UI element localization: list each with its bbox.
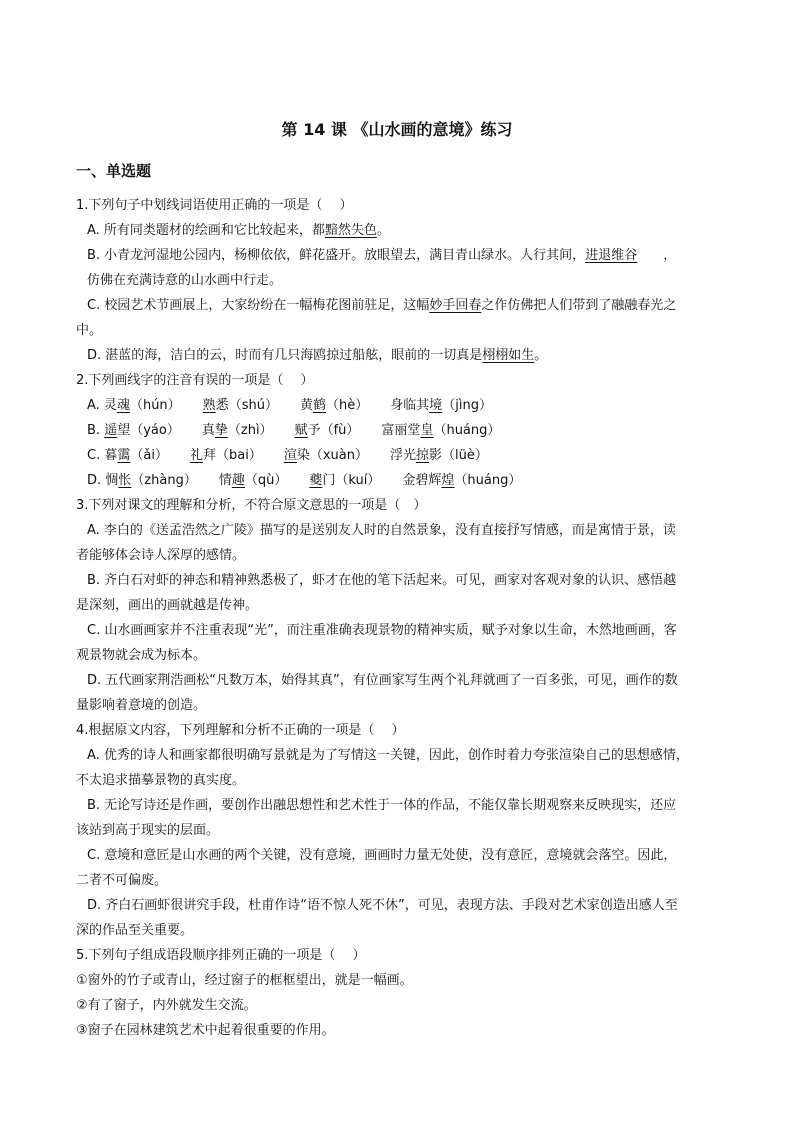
pinyin: （lüè） xyxy=(442,448,488,463)
option-text: 黄 xyxy=(299,398,313,413)
question-4-option-c: C. 意境和意匠是山水画的两个关键，没有意境，画画时力量无处使，没有意匠，意境就会落空。因此， xyxy=(87,848,677,863)
question-4-stem: 4.根据原文内容，下列理解和分析不正确的一项是（ ） xyxy=(76,723,405,738)
option-text: A. 灵 xyxy=(87,398,117,413)
option-text: 望 xyxy=(117,423,131,438)
question-1-option-b xyxy=(76,243,724,268)
underlined-char: 夔 xyxy=(309,473,323,488)
option-text: ， xyxy=(663,248,677,263)
pinyin: （shú） xyxy=(228,398,278,413)
question-5-sentence-3: ③窗子在园林建筑艺术中起着很重要的作用。 xyxy=(76,1023,335,1038)
question-4-option-d: D. 齐白石画虾很讲究手段，杜甫作诗“语不惊人死不休”，可见，表现方法、手段对艺术家创造出感人至 xyxy=(87,898,678,913)
question-2-option-a xyxy=(76,393,724,418)
pinyin: （huáng） xyxy=(454,473,522,488)
option-text: 浮光 xyxy=(390,448,417,463)
question-4-option-b: B. 无论写诗还是作画，要创作出融思想性和艺术性于一体的作品，不能仅靠长期观察来反映现实，还应 xyxy=(87,798,677,813)
option-text: 真 xyxy=(201,423,215,438)
underlined-char: 魂 xyxy=(116,398,130,413)
underlined-char: 熟 xyxy=(202,398,216,413)
underlined-char: 礼 xyxy=(189,448,203,463)
option-text: B. 小青龙河湿地公园内，杨柳依依，鲜花盛开。放眼望去，满目青山绿水。人行其间， xyxy=(87,248,586,263)
question-3-option-b: B. 齐白石对虾的神态和精神熟悉极了，虾才在他的笔下活起来。可见，画家对客观对象的认识、感悟越 xyxy=(87,573,677,588)
option-text: 情 xyxy=(218,473,232,488)
option-text: 拜 xyxy=(202,448,216,463)
question-2-option-d xyxy=(76,468,724,493)
underlined-word: 进退维谷 xyxy=(585,248,638,263)
question-1-option-d xyxy=(76,343,724,368)
question-3-option-c: C. 山水画画家并不注重表现“光”，而注重准确表现景物的精神实质，赋予对象以生命，木然地画画，客 xyxy=(87,623,677,638)
pinyin: （yáo） xyxy=(130,423,180,438)
option-text: 。 xyxy=(534,348,548,363)
question-5-sentence-1: ①窗外的竹子或青山，经过窗子的框框望出，就是一幅画。 xyxy=(76,973,413,988)
option-text: 富丽堂 xyxy=(381,423,421,438)
underlined-char: 怅 xyxy=(118,473,132,488)
option-text: D. 湛蓝的海，洁白的云，时而有几只海鸥掠过船舷，眼前的一切真是 xyxy=(87,348,483,363)
option-text: 悉 xyxy=(215,398,229,413)
option-text: C. 校园艺术节画展上，大家纷纷在一幅梅花图前驻足，这幅 xyxy=(87,298,430,313)
option-text: C. 暮 xyxy=(87,448,118,463)
underlined-char: 鹤 xyxy=(312,398,326,413)
pinyin: （xuàn） xyxy=(309,448,368,463)
question-5-sentence-2: ②有了窗子，内外就发生交流。 xyxy=(76,998,257,1013)
underlined-char: 趣 xyxy=(231,473,245,488)
underlined-char: 煌 xyxy=(441,473,455,488)
question-3-option-a-cont: 者能够体会诗人深厚的感情。 xyxy=(76,548,246,563)
underlined-char: 境 xyxy=(429,398,443,413)
question-4-option-a-cont: 不太追求描摹景物的真实度。 xyxy=(76,773,246,788)
underlined-char: 掠 xyxy=(416,448,430,463)
pinyin: （huáng） xyxy=(433,423,501,438)
underlined-char: 赋 xyxy=(294,423,308,438)
question-5-stem: 5.下列句子组成语段顺序排列正确的一项是（ ） xyxy=(76,948,366,963)
page-title: 第 14 课 《山水画的意境》练习 xyxy=(281,120,513,139)
question-3-option-a: A. 李白的《送孟浩然之广陵》描写的是送别友人时的自然景象，没有直接抒写情感，而是寓情于景，读 xyxy=(87,523,676,538)
question-3-option-c-cont: 观景物就会成为标本。 xyxy=(76,648,207,663)
question-1-option-b-cont: 仿佛在充满诗意的山水画中行走。 xyxy=(87,273,283,288)
pinyin: （ǎi） xyxy=(130,448,168,463)
question-3-stem: 3.下列对课文的理解和分析，不符合原文意思的一项是（ ） xyxy=(76,498,427,513)
pinyin: （jìng） xyxy=(442,398,492,413)
question-1-option-a xyxy=(76,218,724,243)
option-text: D. 惆 xyxy=(87,473,119,488)
option-text: 。 xyxy=(376,223,390,238)
question-4-option-a: A. 优秀的诗人和画家都很明确写景就是为了写情这一关键，因此，创作时着力夸张渲染自己的思想感情， xyxy=(87,748,689,763)
question-list xyxy=(76,193,724,1043)
underlined-char: 皇 xyxy=(420,423,434,438)
pinyin: （hè） xyxy=(326,398,369,413)
question-4-option-b-cont: 该站到高于现实的层面。 xyxy=(76,823,220,838)
pinyin: （qù） xyxy=(244,473,288,488)
pinyin: （hún） xyxy=(129,398,181,413)
pinyin: （kuí） xyxy=(335,473,381,488)
underlined-char: 霭 xyxy=(117,448,131,463)
option-text: A. 所有同类题材的绘画和它比较起来，都 xyxy=(87,223,325,238)
underlined-char: 挚 xyxy=(214,423,228,438)
section-heading: 一、单选题 xyxy=(76,162,152,180)
question-3-option-d-cont: 量影响着意境的创造。 xyxy=(76,698,207,713)
option-text: B. xyxy=(87,423,105,438)
underlined-word: 黯然失色 xyxy=(324,223,377,238)
pinyin: （zhì） xyxy=(227,423,273,438)
question-4-option-d-cont: 深的作品至关重要。 xyxy=(76,923,194,938)
question-3-option-b-cont: 是深刻，画出的画就越是传神。 xyxy=(76,598,259,613)
question-2-option-b xyxy=(76,418,724,443)
question-1-option-c xyxy=(76,293,724,318)
option-text: 门 xyxy=(322,473,336,488)
question-2-stem: 2.下列画线字的注音有误的一项是（ ） xyxy=(76,373,314,388)
question-1-option-c-cont: 中。 xyxy=(76,323,103,338)
option-text: 予 xyxy=(307,423,321,438)
option-text: 之作仿佛把人们带到了融融春光之 xyxy=(481,298,677,313)
option-text: 染 xyxy=(296,448,310,463)
pinyin: （fù） xyxy=(320,423,360,438)
underlined-char: 渲 xyxy=(283,448,297,463)
underlined-word: 妙手回春 xyxy=(429,298,482,313)
question-4-option-c-cont: 二者不可偏废。 xyxy=(76,873,168,888)
question-3-option-d: D. 五代画家荆浩画松“凡数万本，始得其真”，有位画家写生两个礼拜就画了一百多张，可见，画作的数 xyxy=(87,673,678,688)
underlined-char: 遥 xyxy=(104,423,118,438)
underlined-word: 栩栩如生 xyxy=(482,348,535,363)
pinyin: （bai） xyxy=(215,448,262,463)
pinyin: （zhàng） xyxy=(131,473,197,488)
option-text: 金碧辉 xyxy=(402,473,442,488)
option-text: 影 xyxy=(429,448,443,463)
question-1-stem: 1.下列句子中划线词语使用正确的一项是（ ） xyxy=(76,198,353,213)
option-text: 身临其 xyxy=(390,398,430,413)
question-2-option-c xyxy=(76,443,724,468)
